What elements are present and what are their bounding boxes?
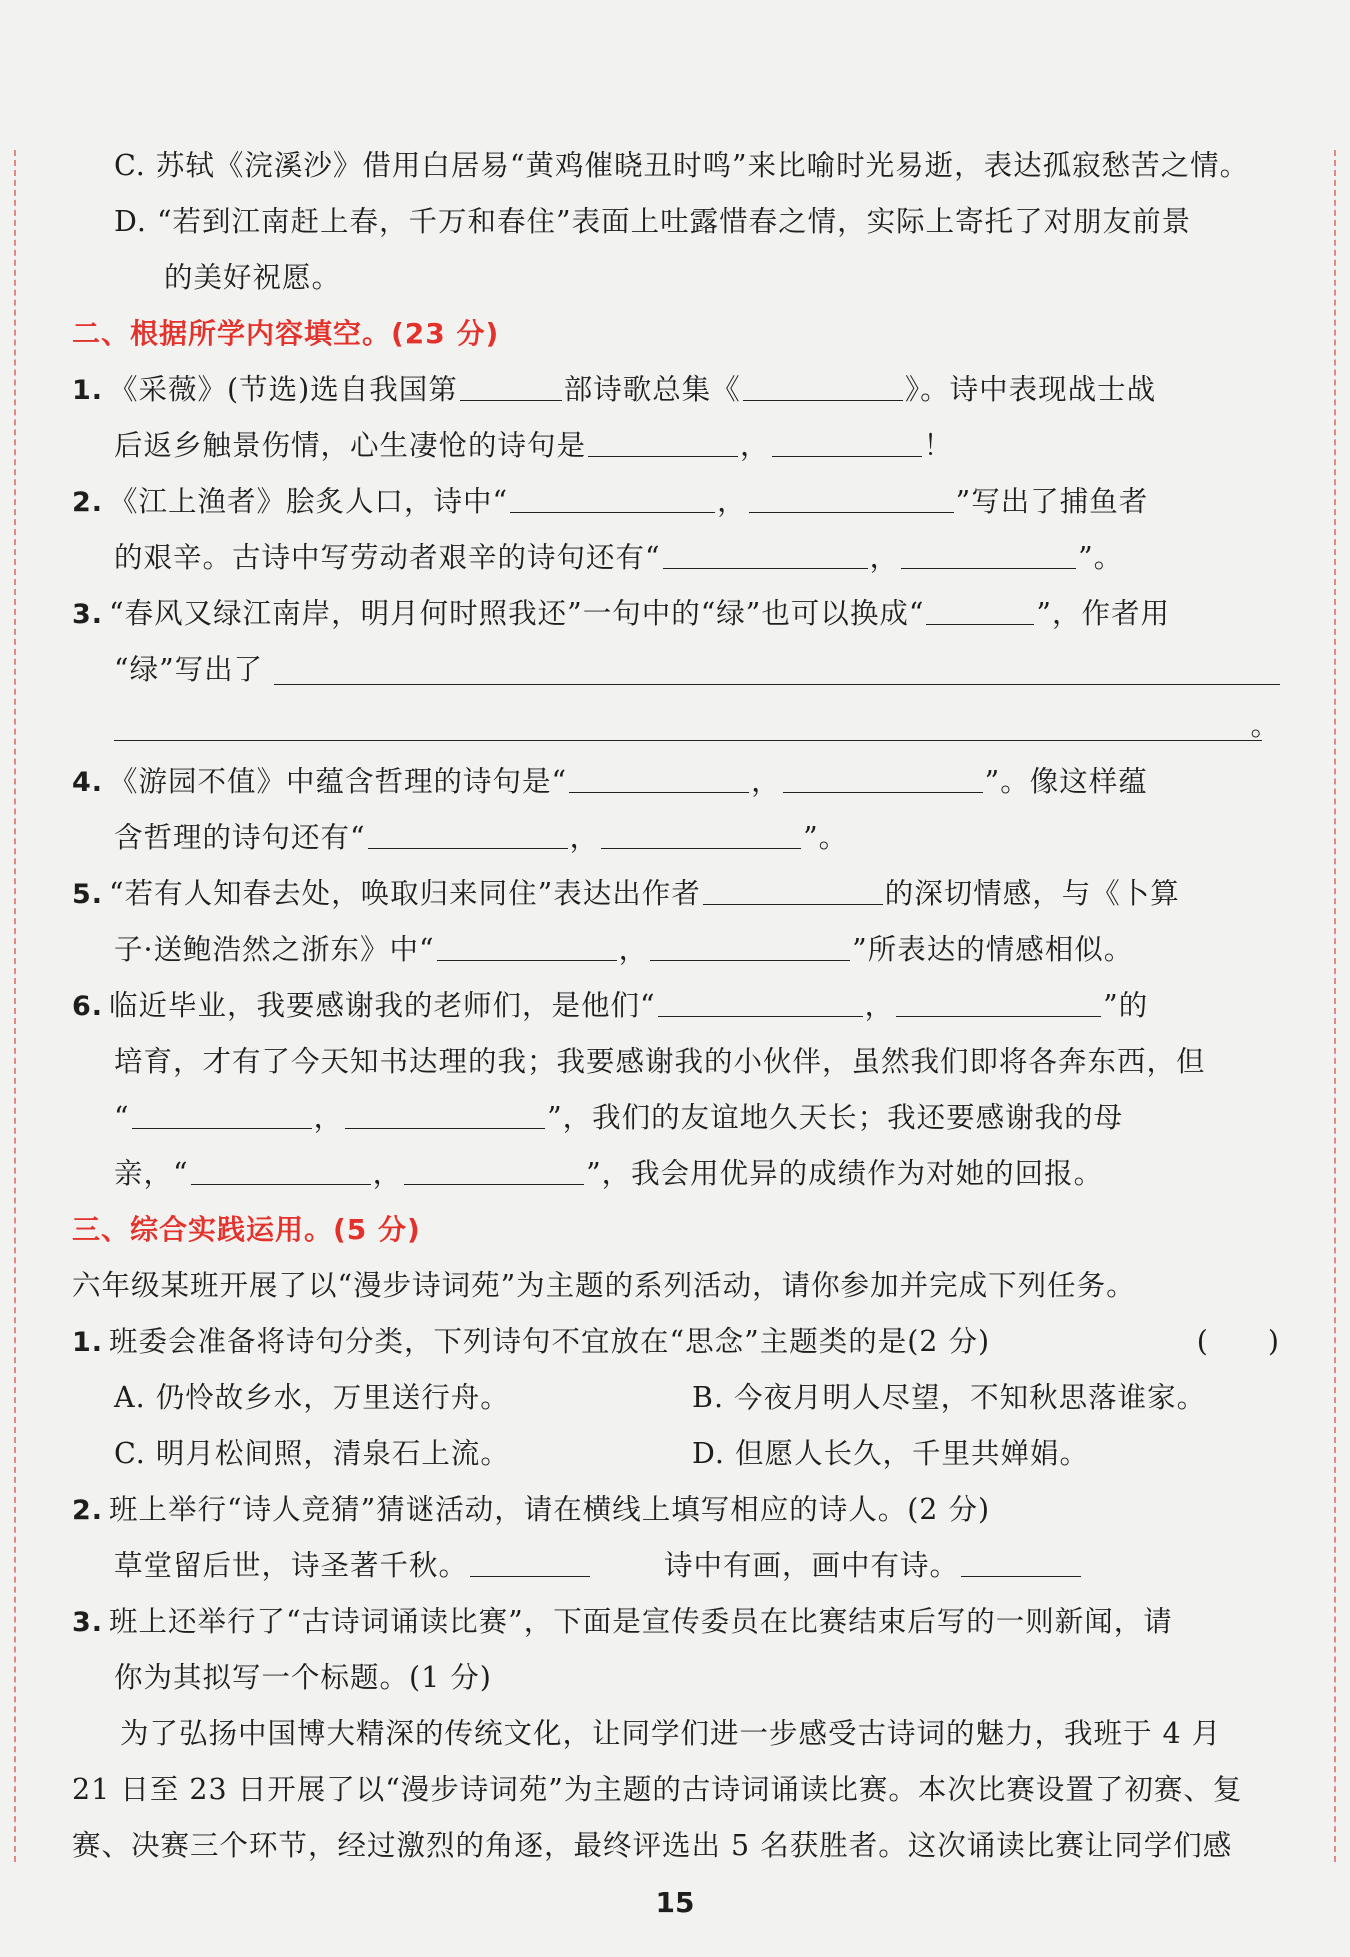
news-line-3: 赛、决赛三个环节，经过激烈的角逐，最终评选出 5 名获胜者。这次诵读比赛让同学们感 xyxy=(72,1829,1233,1862)
answer-blank[interactable] xyxy=(191,1183,371,1185)
q2-3-line-2: “绿”写出了 xyxy=(72,642,1280,698)
answer-blank[interactable] xyxy=(132,1127,312,1129)
section-3-intro: 六年级某班开展了以“漫步诗词苑”为主题的系列活动，请你参加并完成下列任务。 xyxy=(72,1269,1136,1302)
option-label: C. xyxy=(114,149,146,182)
option-c xyxy=(72,138,1280,194)
answer-blank[interactable] xyxy=(783,791,983,793)
q2-6-line-1: 6. 临近毕业，我要感谢我的老师们，是他们“ ， ”的 xyxy=(72,989,1149,1022)
q3-2-stem: 2. 班上举行“诗人竞猜”猜谜活动，请在横线上填写相应的诗人。(2 分) xyxy=(72,1493,991,1526)
answer-blank[interactable] xyxy=(569,791,749,793)
choice-d[interactable]: D. 但愿人长久，千里共婵娟。 xyxy=(692,1437,1089,1470)
q2-4-line-1: 4. 《游园不值》中蕴含哲理的诗句是“ ， ”。像这样蕴 xyxy=(72,765,1148,798)
q2-1-line-2: 后返乡触景伤情，心生凄怆的诗句是 ， ！ xyxy=(114,429,954,462)
answer-blank[interactable] xyxy=(404,1183,584,1185)
news-line-1: 为了弘扬中国博大精深的传统文化，让同学们进一步感受古诗词的魅力，我班于 4 月 xyxy=(120,1717,1222,1750)
answer-blank[interactable] xyxy=(437,959,617,961)
answer-parentheses[interactable]: ( ) xyxy=(1196,1325,1280,1358)
option-d xyxy=(72,194,1280,250)
q3-1-options-ab xyxy=(72,1370,1280,1426)
q3-1-stem: 1. 班委会准备将诗句分类，下列诗句不宜放在“思念”主题类的是(2 分) ( ) xyxy=(72,1314,1280,1370)
answer-blank[interactable] xyxy=(588,455,738,457)
q2-2-line-1: 2. 《江上渔者》脍炙人口，诗中“ ， ”写出了捕鱼者 xyxy=(72,485,1149,518)
answer-blank[interactable] xyxy=(961,1575,1081,1577)
q3-3-stem: 3. 班上还举行了“古诗词诵读比赛”，下面是宣传委员在比赛结束后写的一则新闻，请 xyxy=(72,1605,1173,1638)
answer-blank[interactable] xyxy=(114,740,1262,741)
q2-6-line-3: “ ， ”，我们的友谊地久天长；我还要感谢我的母 xyxy=(114,1101,1124,1134)
option-label: D. xyxy=(114,205,147,238)
left-margin-line xyxy=(14,150,16,1862)
answer-blank[interactable] xyxy=(470,1575,590,1577)
q2-5-line-2: 子·送鲍浩然之浙东》中“ ， ”所表达的情感相似。 xyxy=(114,933,1134,966)
answer-blank[interactable] xyxy=(703,903,883,905)
answer-blank[interactable] xyxy=(368,847,568,849)
q2-2-line-2: 的艰辛。古诗中写劳动者艰辛的诗句还有“ ， ”。 xyxy=(114,541,1124,574)
q3-2-riddles: 草堂留后世，诗圣著千秋。 诗中有画，画中有诗。 xyxy=(72,1538,1280,1594)
right-margin-line xyxy=(1334,150,1336,1862)
worksheet-content xyxy=(72,138,1280,1874)
answer-blank[interactable] xyxy=(460,399,562,401)
answer-blank[interactable] xyxy=(658,1015,863,1017)
option-d-continued: 的美好祝愿。 xyxy=(164,261,342,294)
q2-1-line-1: 1. 《采薇》(节选)选自我国第 部诗歌总集《 》。诗中表现战士战 xyxy=(72,373,1157,406)
answer-blank[interactable] xyxy=(510,511,715,513)
q3-1-options-cd xyxy=(72,1426,1280,1482)
q2-5-line-1: 5. “若有人知春去处，唤取归来同住”表达出作者 的深切情感，与《卜算 xyxy=(72,877,1180,910)
answer-blank[interactable] xyxy=(896,1015,1101,1017)
q2-6-line-2: 培育，才有了今天知书达理的我；我要感谢我的小伙伴，虽然我们即将各奔东西，但 xyxy=(114,1045,1206,1078)
answer-blank[interactable] xyxy=(749,511,954,513)
page-number: 15 xyxy=(655,1886,695,1919)
answer-blank[interactable] xyxy=(345,1127,545,1129)
answer-blank[interactable] xyxy=(743,399,903,401)
news-line-2: 21 日至 23 日开展了以“漫步诗词苑”为主题的古诗词诵读比赛。本次比赛设置了初赛、复 xyxy=(72,1773,1243,1806)
choice-b[interactable]: B. 今夜月明人尽望，不知秋思落谁家。 xyxy=(692,1381,1207,1414)
q2-3-line-1: 3. “春风又绿江南岸，明月何时照我还”一句中的“绿”也可以换成“ ”，作者用 xyxy=(72,597,1170,630)
answer-blank[interactable] xyxy=(650,959,850,961)
option-text: “若到江南赶上春，千万和春住”表面上吐露惜春之情，实际上寄托了对朋友前景 xyxy=(156,205,1192,238)
q2-6-line-4: 亲，“ ， ”，我会用优异的成绩作为对她的回报。 xyxy=(114,1157,1104,1190)
section-3-title: 三、综合实践运用。(5 分) xyxy=(72,1213,421,1246)
choice-a[interactable]: A. 仍怜故乡水，万里送行舟。 xyxy=(114,1381,510,1414)
q3-3-stem-2: 你为其拟写一个标题。(1 分) xyxy=(114,1661,492,1694)
answer-blank[interactable] xyxy=(663,567,868,569)
answer-blank[interactable] xyxy=(274,684,1280,685)
option-text: 苏轼《浣溪沙》借用白居易“黄鸡催晓丑时鸣”来比喻时光易逝，表达孤寂愁苦之情。 xyxy=(155,149,1250,182)
answer-blank[interactable] xyxy=(601,847,801,849)
q2-4-line-2: 含哲理的诗句还有“ ， ”。 xyxy=(114,821,849,854)
choice-c[interactable]: C. 明月松间照，清泉石上流。 xyxy=(114,1437,510,1470)
answer-blank[interactable] xyxy=(772,455,922,457)
answer-blank[interactable] xyxy=(901,567,1076,569)
section-2-title: 二、根据所学内容填空。(23 分) xyxy=(72,317,500,350)
q2-3-line-3: 。 xyxy=(72,698,1280,754)
answer-blank[interactable] xyxy=(926,623,1034,625)
